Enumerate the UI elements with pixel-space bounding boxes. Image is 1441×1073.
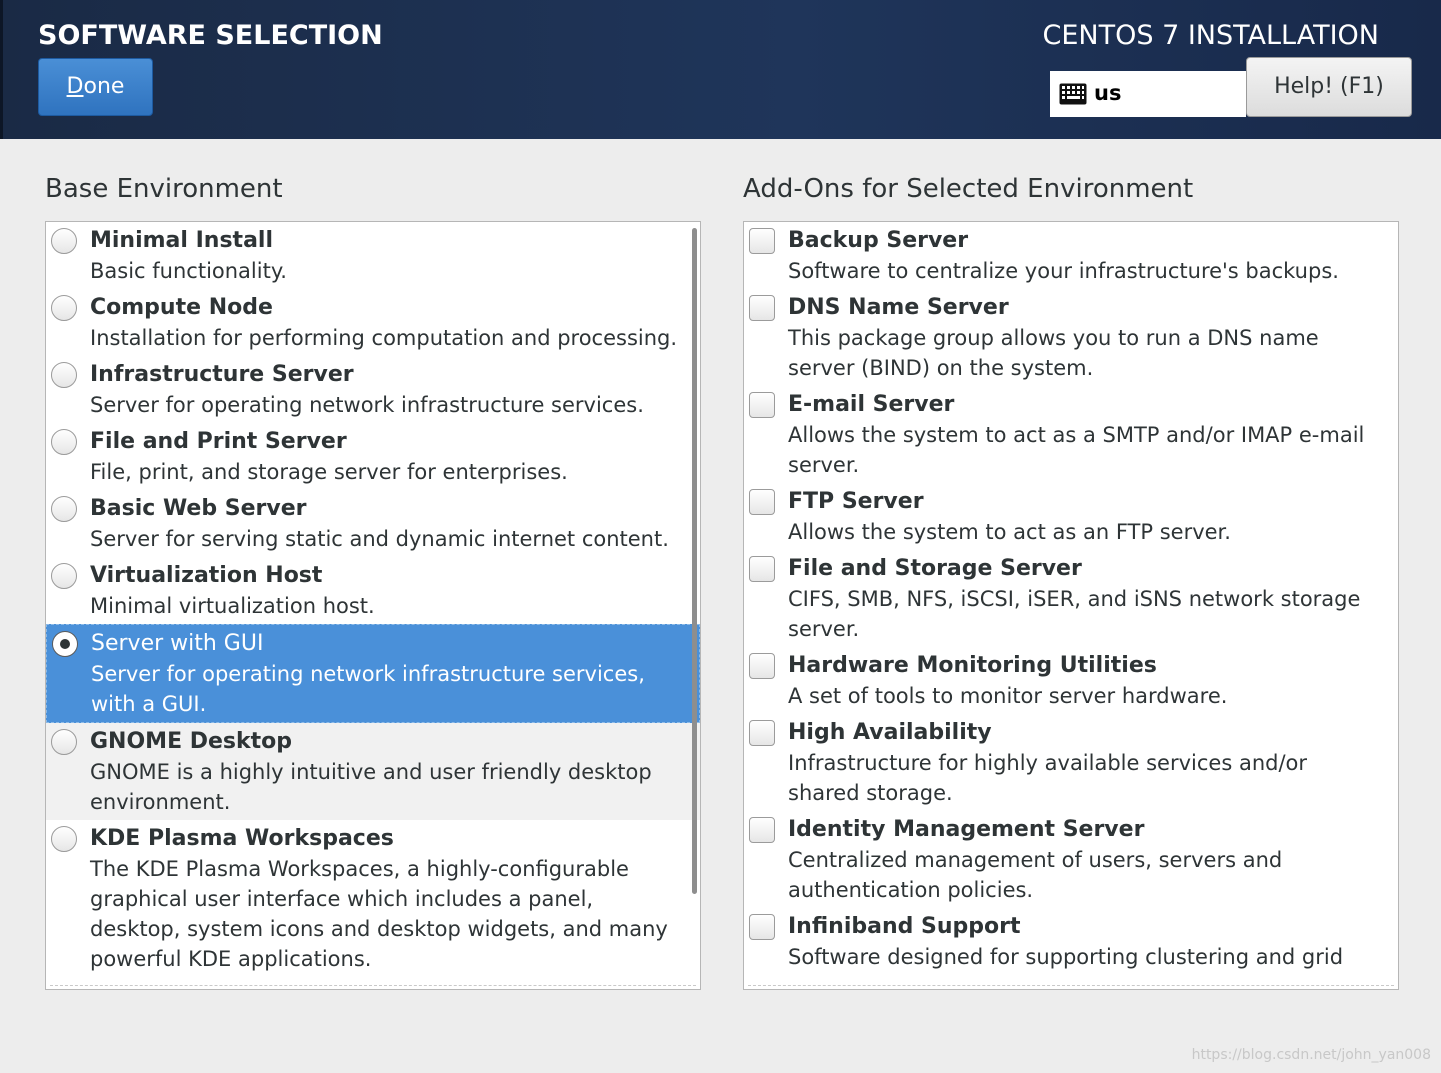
env-name: Basic Web Server <box>90 496 307 521</box>
env-name: Virtualization Host <box>90 563 323 588</box>
env-description: Server for operating network infrastructure services. <box>90 393 644 417</box>
page-title: SOFTWARE SELECTION <box>38 20 383 51</box>
radio-button[interactable] <box>51 295 77 321</box>
keyboard-icon <box>1059 83 1087 109</box>
addon-item-identity-management-server[interactable] <box>744 811 1398 908</box>
env-description: File, print, and storage server for enterprises. <box>90 460 568 484</box>
addons-title: Add-Ons for Selected Environment <box>743 174 1194 204</box>
radio-button[interactable] <box>51 429 77 455</box>
base-environment-list[interactable] <box>45 221 701 990</box>
addon-item-infiniband-support[interactable] <box>744 908 1398 975</box>
addon-item-ftp-server[interactable] <box>744 483 1398 550</box>
env-name: Infrastructure Server <box>90 362 354 387</box>
watermark: https://blog.csdn.net/john_yan008 <box>1191 1047 1431 1063</box>
addon-item-backup-server[interactable] <box>744 222 1398 289</box>
keyboard-layout-label: us <box>1094 81 1122 105</box>
env-item-kde-plasma-workspaces[interactable] <box>46 820 700 977</box>
addon-description: Allows the system to act as an FTP server. <box>788 520 1231 544</box>
addon-name: Infiniband Support <box>788 914 1021 939</box>
scrollbar[interactable] <box>692 228 697 894</box>
env-description: Minimal virtualization host. <box>90 594 375 618</box>
checkbox[interactable] <box>749 489 775 515</box>
done-label: one <box>83 74 125 99</box>
addon-item-email-server[interactable] <box>744 386 1398 483</box>
checkbox[interactable] <box>749 392 775 418</box>
radio-button[interactable] <box>51 563 77 589</box>
installer-title: CENTOS 7 INSTALLATION <box>1042 20 1379 51</box>
radio-button[interactable] <box>51 362 77 388</box>
addon-description: CIFS, SMB, NFS, iSCSI, iSER, and iSNS network storage server. <box>788 587 1361 641</box>
env-description: The KDE Plasma Workspaces, a highly-configurable graphical user interface which includes a panel, desktop, system icons and desktop widgets, and many powerful KDE applications. <box>90 857 668 971</box>
addon-description: A set of tools to monitor server hardware. <box>788 684 1228 708</box>
checkbox[interactable] <box>749 556 775 582</box>
addon-name: File and Storage Server <box>788 556 1082 581</box>
env-description: GNOME is a highly intuitive and user friendly desktop environment. <box>90 760 652 814</box>
env-name: KDE Plasma Workspaces <box>90 826 394 851</box>
addon-name: FTP Server <box>788 489 924 514</box>
env-item-virtualization-host[interactable] <box>46 557 700 624</box>
env-item-basic-web-server[interactable] <box>46 490 700 557</box>
checkbox[interactable] <box>749 653 775 679</box>
addon-item-hardware-monitoring-utilities[interactable] <box>744 647 1398 714</box>
addon-name: High Availability <box>788 720 992 745</box>
env-item-server-with-gui[interactable] <box>46 624 700 723</box>
addon-item-high-availability[interactable] <box>744 714 1398 811</box>
env-item-infrastructure-server[interactable] <box>46 356 700 423</box>
env-description: Installation for performing computation and processing. <box>90 326 678 350</box>
radio-button-checked[interactable] <box>52 631 78 657</box>
done-mnemonic: D <box>66 74 84 99</box>
checkbox[interactable] <box>749 720 775 746</box>
help-button[interactable]: Help! (F1) <box>1246 57 1412 117</box>
checkbox[interactable] <box>749 914 775 940</box>
env-name: Compute Node <box>90 295 273 320</box>
env-item-file-and-print-server[interactable] <box>46 423 700 490</box>
addon-description: Infrastructure for highly available services and/or shared storage. <box>788 751 1308 805</box>
env-name: Minimal Install <box>90 228 273 253</box>
addon-name: E-mail Server <box>788 392 955 417</box>
checkbox[interactable] <box>749 817 775 843</box>
keyboard-layout-indicator[interactable] <box>1050 71 1246 117</box>
addon-item-dns-name-server[interactable] <box>744 289 1398 386</box>
addon-description: This package group allows you to run a DNS name server (BIND) on the system. <box>788 326 1319 380</box>
radio-button[interactable] <box>51 826 77 852</box>
list-bottom-divider <box>50 985 696 986</box>
addons-list[interactable] <box>743 221 1399 990</box>
env-item-compute-node[interactable] <box>46 289 700 356</box>
addon-description: Centralized management of users, servers and authentication policies. <box>788 848 1283 902</box>
addon-item-file-and-storage-server[interactable] <box>744 550 1398 647</box>
radio-button[interactable] <box>51 729 77 755</box>
header-bar <box>0 0 1441 139</box>
env-name: File and Print Server <box>90 429 347 454</box>
radio-button[interactable] <box>51 228 77 254</box>
env-description: Server for serving static and dynamic internet content. <box>90 527 669 551</box>
addon-description: Software to centralize your infrastructure's backups. <box>788 259 1339 283</box>
addon-name: Hardware Monitoring Utilities <box>788 653 1157 678</box>
checkbox[interactable] <box>749 228 775 254</box>
addon-name: DNS Name Server <box>788 295 1009 320</box>
addon-description: Software designed for supporting clustering and grid <box>788 945 1344 969</box>
env-item-minimal-install[interactable] <box>46 222 700 289</box>
list-bottom-divider <box>748 985 1394 986</box>
done-button[interactable] <box>38 58 153 116</box>
env-description: Basic functionality. <box>90 259 287 283</box>
env-name: Server with GUI <box>91 631 264 656</box>
base-environment-title: Base Environment <box>45 174 283 204</box>
addon-description: Allows the system to act as a SMTP and/or IMAP e-mail server. <box>788 423 1365 477</box>
checkbox[interactable] <box>749 295 775 321</box>
radio-button[interactable] <box>51 496 77 522</box>
addon-name: Backup Server <box>788 228 969 253</box>
env-item-gnome-desktop[interactable] <box>46 723 700 820</box>
env-name: GNOME Desktop <box>90 729 293 754</box>
addon-name: Identity Management Server <box>788 817 1145 842</box>
env-description: Server for operating network infrastructure services, with a GUI. <box>91 662 645 716</box>
